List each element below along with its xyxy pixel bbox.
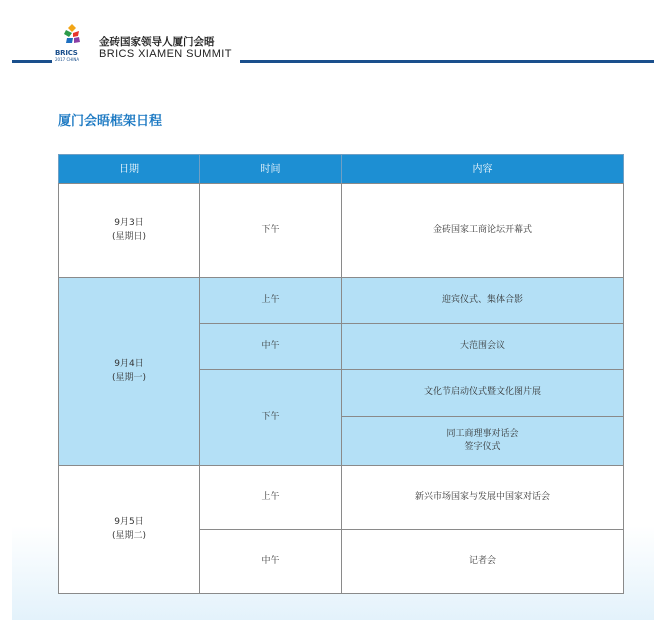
time-cell: 下午 bbox=[199, 183, 342, 278]
summit-title-en: BRICS XIAMEN SUMMIT bbox=[99, 48, 232, 60]
content-cell: 新兴市场国家与发展中国家对话会 bbox=[341, 465, 624, 530]
date-cell: 9月4日 (星期一) bbox=[58, 277, 200, 466]
column-header-content: 内容 bbox=[341, 154, 624, 184]
page-header bbox=[0, 0, 654, 72]
date-cell: 9月5日 (星期二) bbox=[58, 465, 200, 594]
column-header-time: 时间 bbox=[199, 154, 342, 184]
header-rule-left bbox=[12, 60, 52, 63]
header-rule-right bbox=[240, 60, 654, 63]
content-cell: 大范围会议 bbox=[341, 323, 624, 370]
summit-title-cn: 金砖国家领导人厦门会晤 bbox=[99, 36, 215, 48]
column-header-date: 日期 bbox=[58, 154, 200, 184]
date-cell: 9月3日 (星期日) bbox=[58, 183, 200, 278]
schedule-table bbox=[58, 154, 624, 594]
content-cell: 同工商理事对话会 签字仪式 bbox=[341, 416, 624, 466]
content-cell: 记者会 bbox=[341, 529, 624, 594]
time-cell: 中午 bbox=[199, 323, 342, 370]
logo-wordmark: BRICS bbox=[55, 49, 78, 57]
logo-year: 2017 CHINA bbox=[55, 57, 80, 62]
brics-emblem-icon bbox=[61, 22, 83, 48]
time-cell: 中午 bbox=[199, 529, 342, 594]
page-title: 厦门会晤框架日程 bbox=[58, 114, 163, 129]
content-cell: 金砖国家工商论坛开幕式 bbox=[341, 183, 624, 278]
time-cell: 上午 bbox=[199, 465, 342, 530]
time-cell: 下午 bbox=[199, 369, 342, 466]
brics-logo bbox=[53, 22, 91, 64]
content-cell: 迎宾仪式、集体合影 bbox=[341, 277, 624, 324]
time-cell: 上午 bbox=[199, 277, 342, 324]
content-cell: 文化节启动仪式暨文化图片展 bbox=[341, 369, 624, 417]
